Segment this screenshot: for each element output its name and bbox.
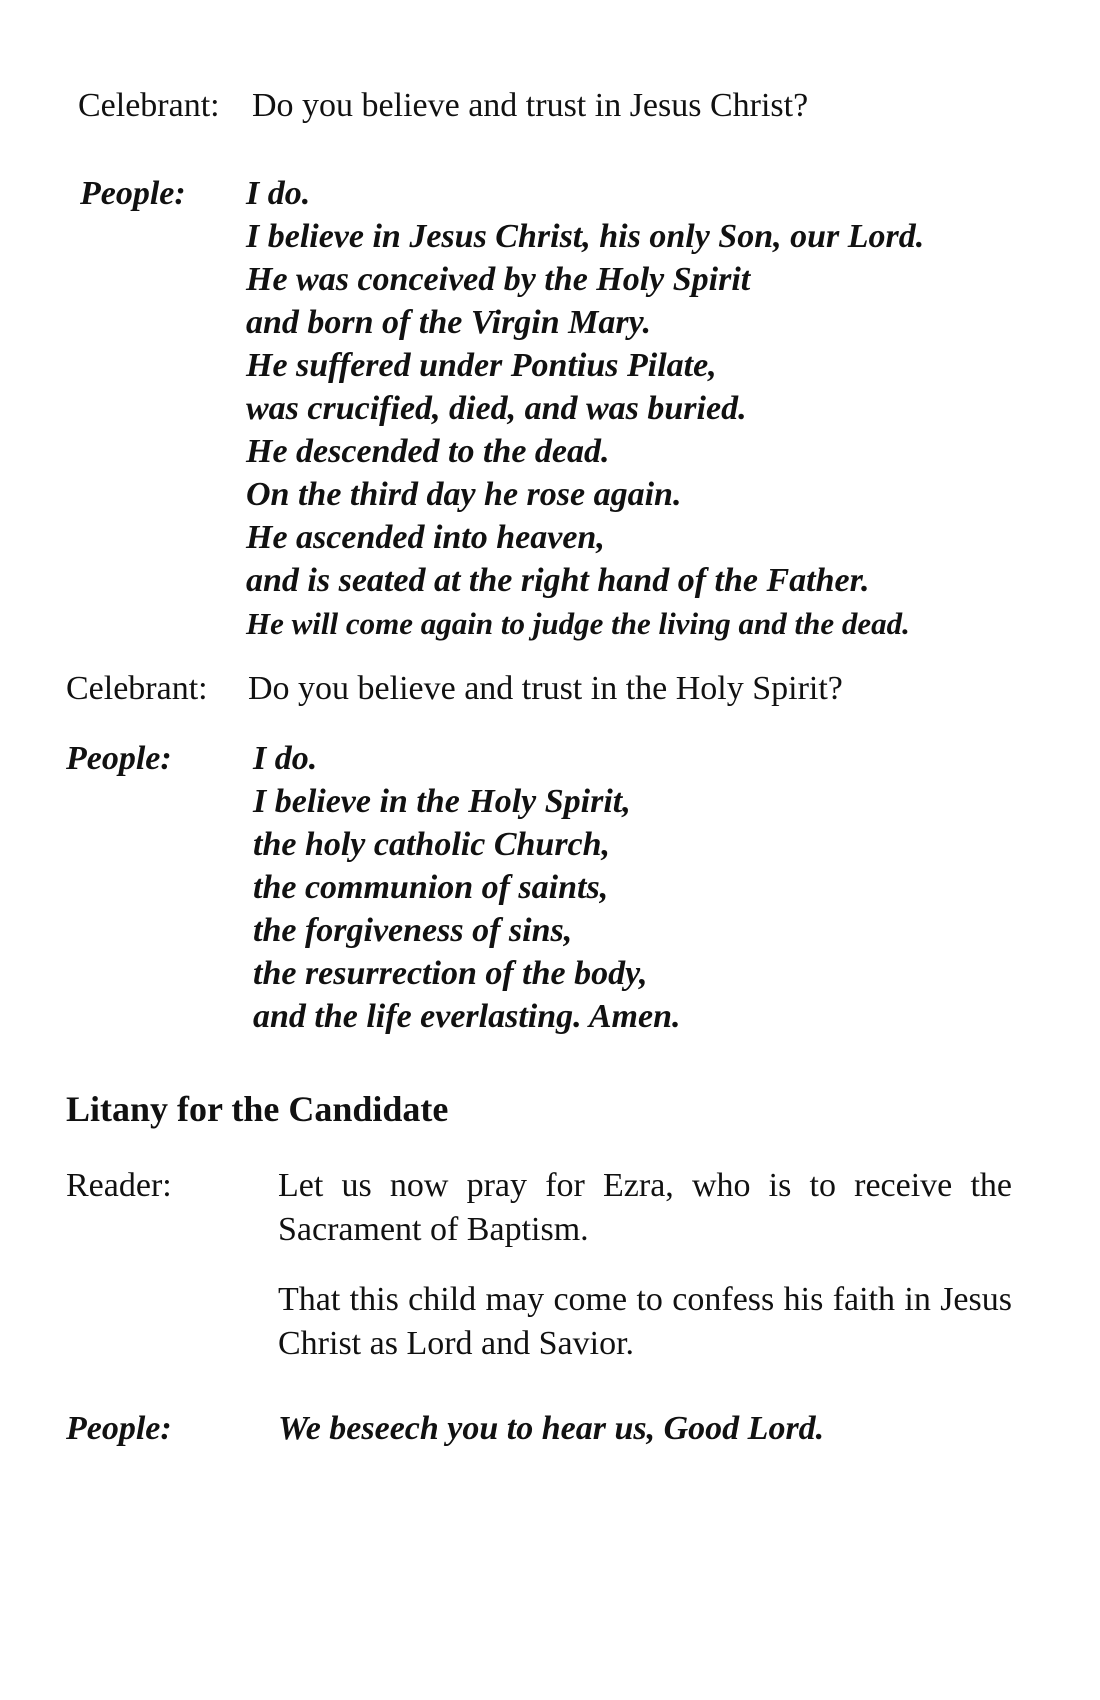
response-line: I believe in Jesus Christ, his only Son, our Lord. <box>246 218 925 255</box>
response-line: and born of the Virgin Mary. <box>246 304 651 341</box>
speaker-people-1: People: <box>80 175 186 212</box>
response-line: the forgiveness of sins, <box>253 912 573 949</box>
response-line: He suffered under Pontius Pilate, <box>246 347 717 384</box>
response-line: I do. <box>253 740 318 777</box>
response-line: He ascended into heaven, <box>246 519 605 556</box>
question-1: Do you believe and trust in Jesus Christ? <box>252 87 809 124</box>
response-line: He descended to the dead. <box>246 433 610 470</box>
response-line: was crucified, died, and was buried. <box>246 390 747 427</box>
question-2: Do you believe and trust in the Holy Spirit? <box>248 670 843 707</box>
response-line: and the life everlasting. Amen. <box>253 998 681 1035</box>
response-line: I believe in the Holy Spirit, <box>253 783 631 820</box>
speaker-people-3: People: <box>66 1410 172 1447</box>
reader-paragraph-2: That this child may come to confess his faith in Jesus Christ as Lord and Savior. <box>278 1281 1012 1362</box>
response-line: the communion of saints, <box>253 869 609 906</box>
response-line: He will come again to judge the living and the dead. <box>246 606 910 641</box>
speaker-reader: Reader: <box>66 1167 172 1204</box>
response-line: On the third day he rose again. <box>246 476 682 513</box>
response-block-2 <box>253 737 681 1038</box>
speaker-people-2: People: <box>66 740 172 777</box>
response-line: the resurrection of the body, <box>253 955 648 992</box>
response-block-1 <box>246 172 924 645</box>
response-line: and is seated at the right hand of the Father. <box>246 562 870 599</box>
people-response: We beseech you to hear us, Good Lord. <box>278 1410 825 1447</box>
speaker-celebrant-2: Celebrant: <box>66 670 208 707</box>
response-line: He was conceived by the Holy Spirit <box>246 261 751 298</box>
reader-paragraph-1: Let us now pray for Ezra, who is to receive the Sacrament of Baptism. <box>278 1167 1012 1248</box>
section-heading: Litany for the Candidate <box>66 1089 449 1129</box>
speaker-celebrant-1: Celebrant: <box>78 87 220 124</box>
response-line: the holy catholic Church, <box>253 826 611 863</box>
response-line: I do. <box>246 175 311 212</box>
